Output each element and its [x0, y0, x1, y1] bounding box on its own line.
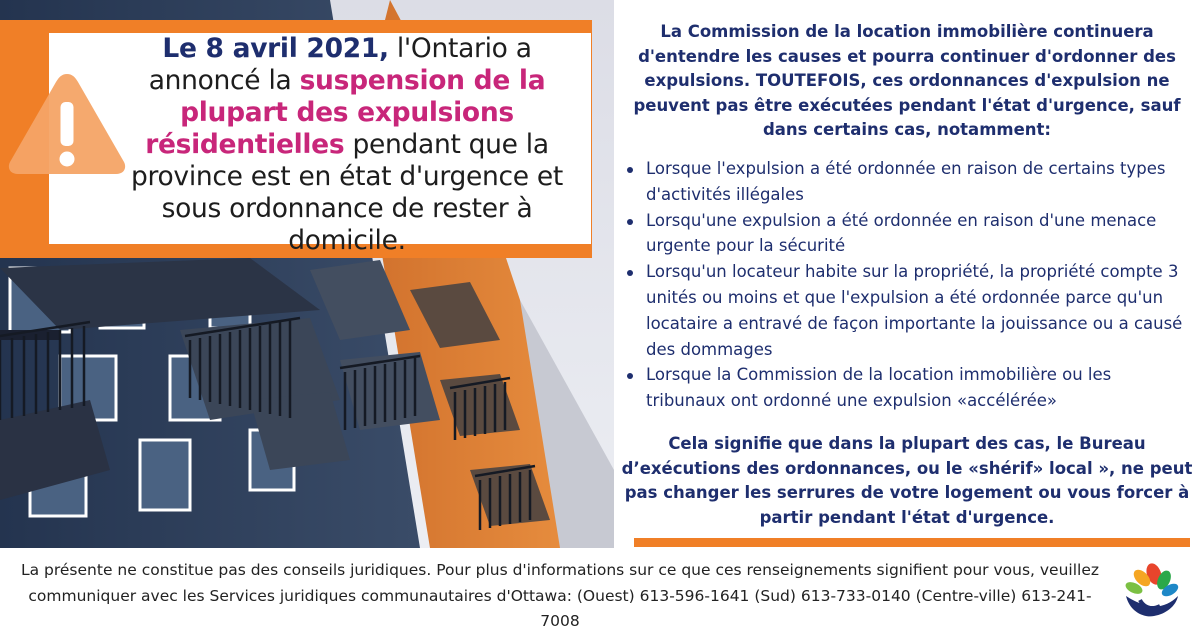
- headline-text-after: pendant que la province est en état d'urgence et sous ordonnance de rester à domicile.: [130, 129, 564, 256]
- list-item-text: Lorsque la Commission de la location immobilière ou les tribunaux ont ordonné une expulsion «accélérée»: [646, 365, 1112, 411]
- list-item-text: Lorsqu'une expulsion a été ordonnée en raison d'une menace urgente pour la sécurité: [646, 210, 1157, 256]
- orange-divider: [634, 538, 1190, 547]
- headline-text-before: l'Ontario a annoncé la: [148, 33, 532, 96]
- footer: [0, 548, 1200, 630]
- bullet-dot: [627, 167, 633, 173]
- community-legal-services-logo: [1120, 560, 1182, 620]
- list-item: [624, 362, 1194, 414]
- conclusion-paragraph: Cela signifie que dans la plupart des cas, le Bureau d’exécutions des ordonnances, ou le «shérif» local », ne peut pas changer les serrures de votre logement ou vous forcer à partir pendant l'état d'urgence.: [621, 434, 1193, 527]
- bullet-dot: [627, 270, 633, 276]
- list-item-text: Lorsque l'expulsion a été ordonnée en raison de certains types d'activités illégales: [646, 159, 1166, 204]
- legal-disclaimer: La présente ne constitue pas des conseils juridiques. Pour plus d'informations sur ce que ces renseignements signifient pour vous, veuillez communiquer avec les Services juridiques communautaires d'Ottawa: (Ouest) 613-596-1641 (Sud) 613-733-0140 (Centre-ville) 613-241-7008: [20, 561, 1100, 630]
- headline-date: Le 8 avril 2021,: [162, 33, 389, 64]
- headline-highlight: suspension de la plupart des expulsions résidentielles: [145, 65, 546, 160]
- list-item-text: Lorsqu'un locateur habite sur la propriété, la propriété compte 3 unités ou moins et que l'expulsion a été ordonnée parce qu'un locataire a entravé de façon importante la jouissance ou a causé des dommages: [646, 262, 1183, 359]
- list-item: [624, 208, 1194, 260]
- exceptions-list: [624, 156, 1194, 414]
- intro-paragraph: La Commission de la location immobilière continuera d'entendre les causes et pourra continuer d'ordonner des expulsions. TOUTEFOIS, ces ordonnances d'expulsion ne peuvent pas être exécutées pendant l'état d'urgence, sauf dans certains cas, notamment:: [633, 22, 1181, 139]
- list-item: [624, 156, 1194, 208]
- bullet-dot: [627, 219, 633, 225]
- headline-text: [110, 33, 584, 257]
- list-item: [624, 259, 1194, 362]
- info-column: [614, 0, 1200, 548]
- bullet-dot: [627, 373, 633, 379]
